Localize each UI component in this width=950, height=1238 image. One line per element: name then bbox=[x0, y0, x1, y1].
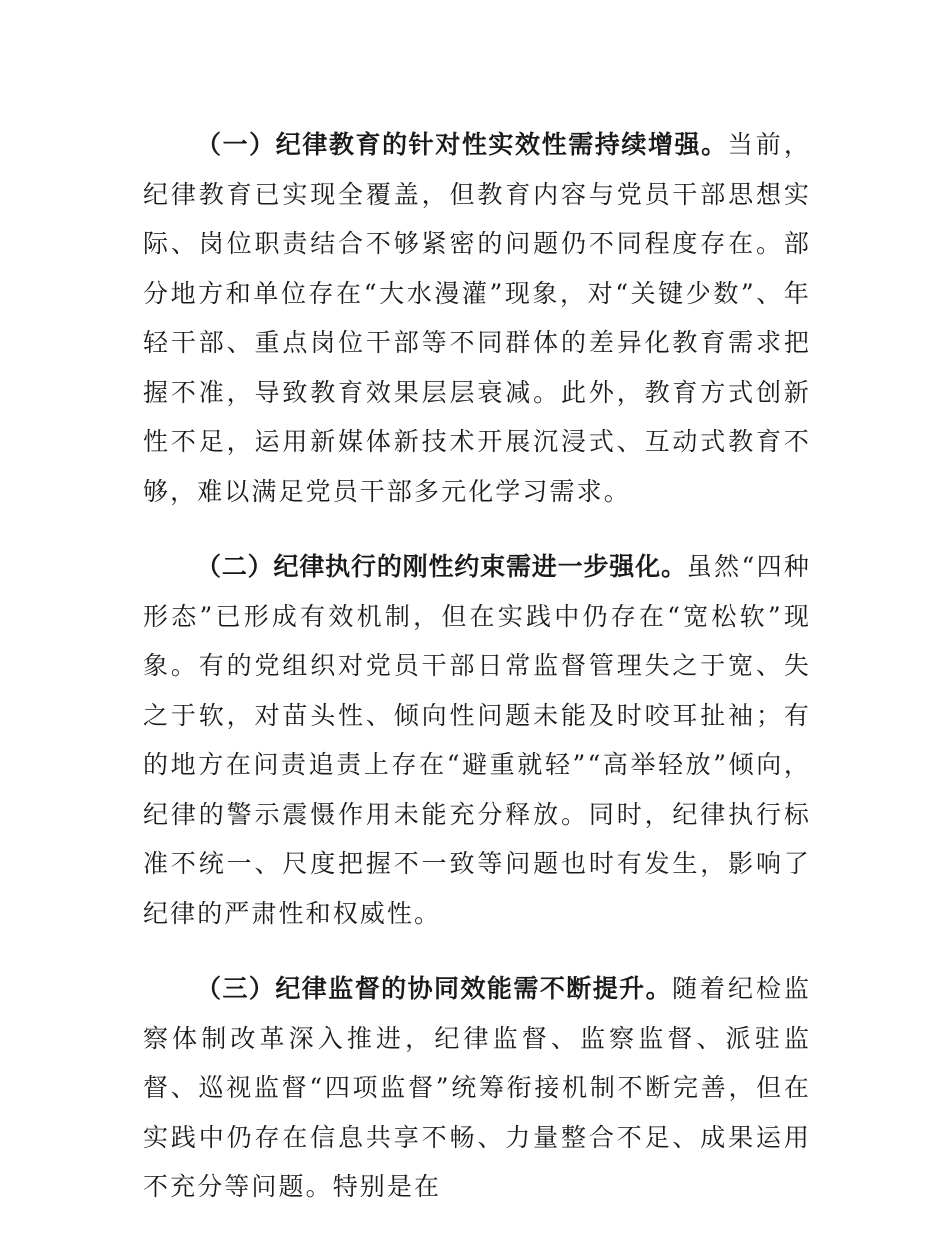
paragraph-supervision bbox=[143, 964, 811, 1212]
paragraph-text-supervision: 随着纪检监察体制改革深入推进，纪律监督、监察监督、派驻监督、巡视监督“四项监督”统筹衔接机制不断完善，但在实践中仍存在信息共享不畅、力量整合不足、成果运用不充分等问题。特别是在 bbox=[143, 974, 811, 1201]
paragraph-text-enforcement: 虽然“四种形态”已形成有效机制，但在实践中仍存在“宽松软”现象。有的党组织对党员干部日常监督管理失之于宽、失之于软，对苗头性、倾向性问题未能及时咬耳扯袖；有的地方在问责追责上存在“避重就轻”“高举轻放”倾向，纪律的警示震慑作用未能充分释放。同时，纪律执行标准不统一、尺度把握不一致等问题也时有发生，影响了纪律的严肃性和权威性。 bbox=[143, 552, 812, 928]
paragraph-heading-supervision: （三）纪律监督的协同效能需不断提升。 bbox=[196, 974, 673, 1003]
paragraph-education bbox=[143, 120, 811, 516]
paragraph-heading-enforcement: （二）纪律执行的刚性约束需进一步强化。 bbox=[196, 552, 687, 581]
document-body bbox=[143, 120, 811, 1238]
paragraph-enforcement bbox=[143, 542, 811, 938]
paragraph-text-education: 当前，纪律教育已实现全覆盖，但教育内容与党员干部思想实际、岗位职责结合不够紧密的问题仍不同程度存在。部分地方和单位存在“大水漫灌”现象，对“关键少数”、年轻干部、重点岗位干部等不同群体的差异化教育需求把握不准，导致教育效果层层衰减。此外，教育方式创新性不足，运用新媒体新技术开展沉浸式、互动式教育不够，难以满足党员干部多元化学习需求。 bbox=[143, 130, 811, 506]
paragraph-heading-education: （一）纪律教育的针对性实效性需持续增强。 bbox=[196, 130, 728, 159]
